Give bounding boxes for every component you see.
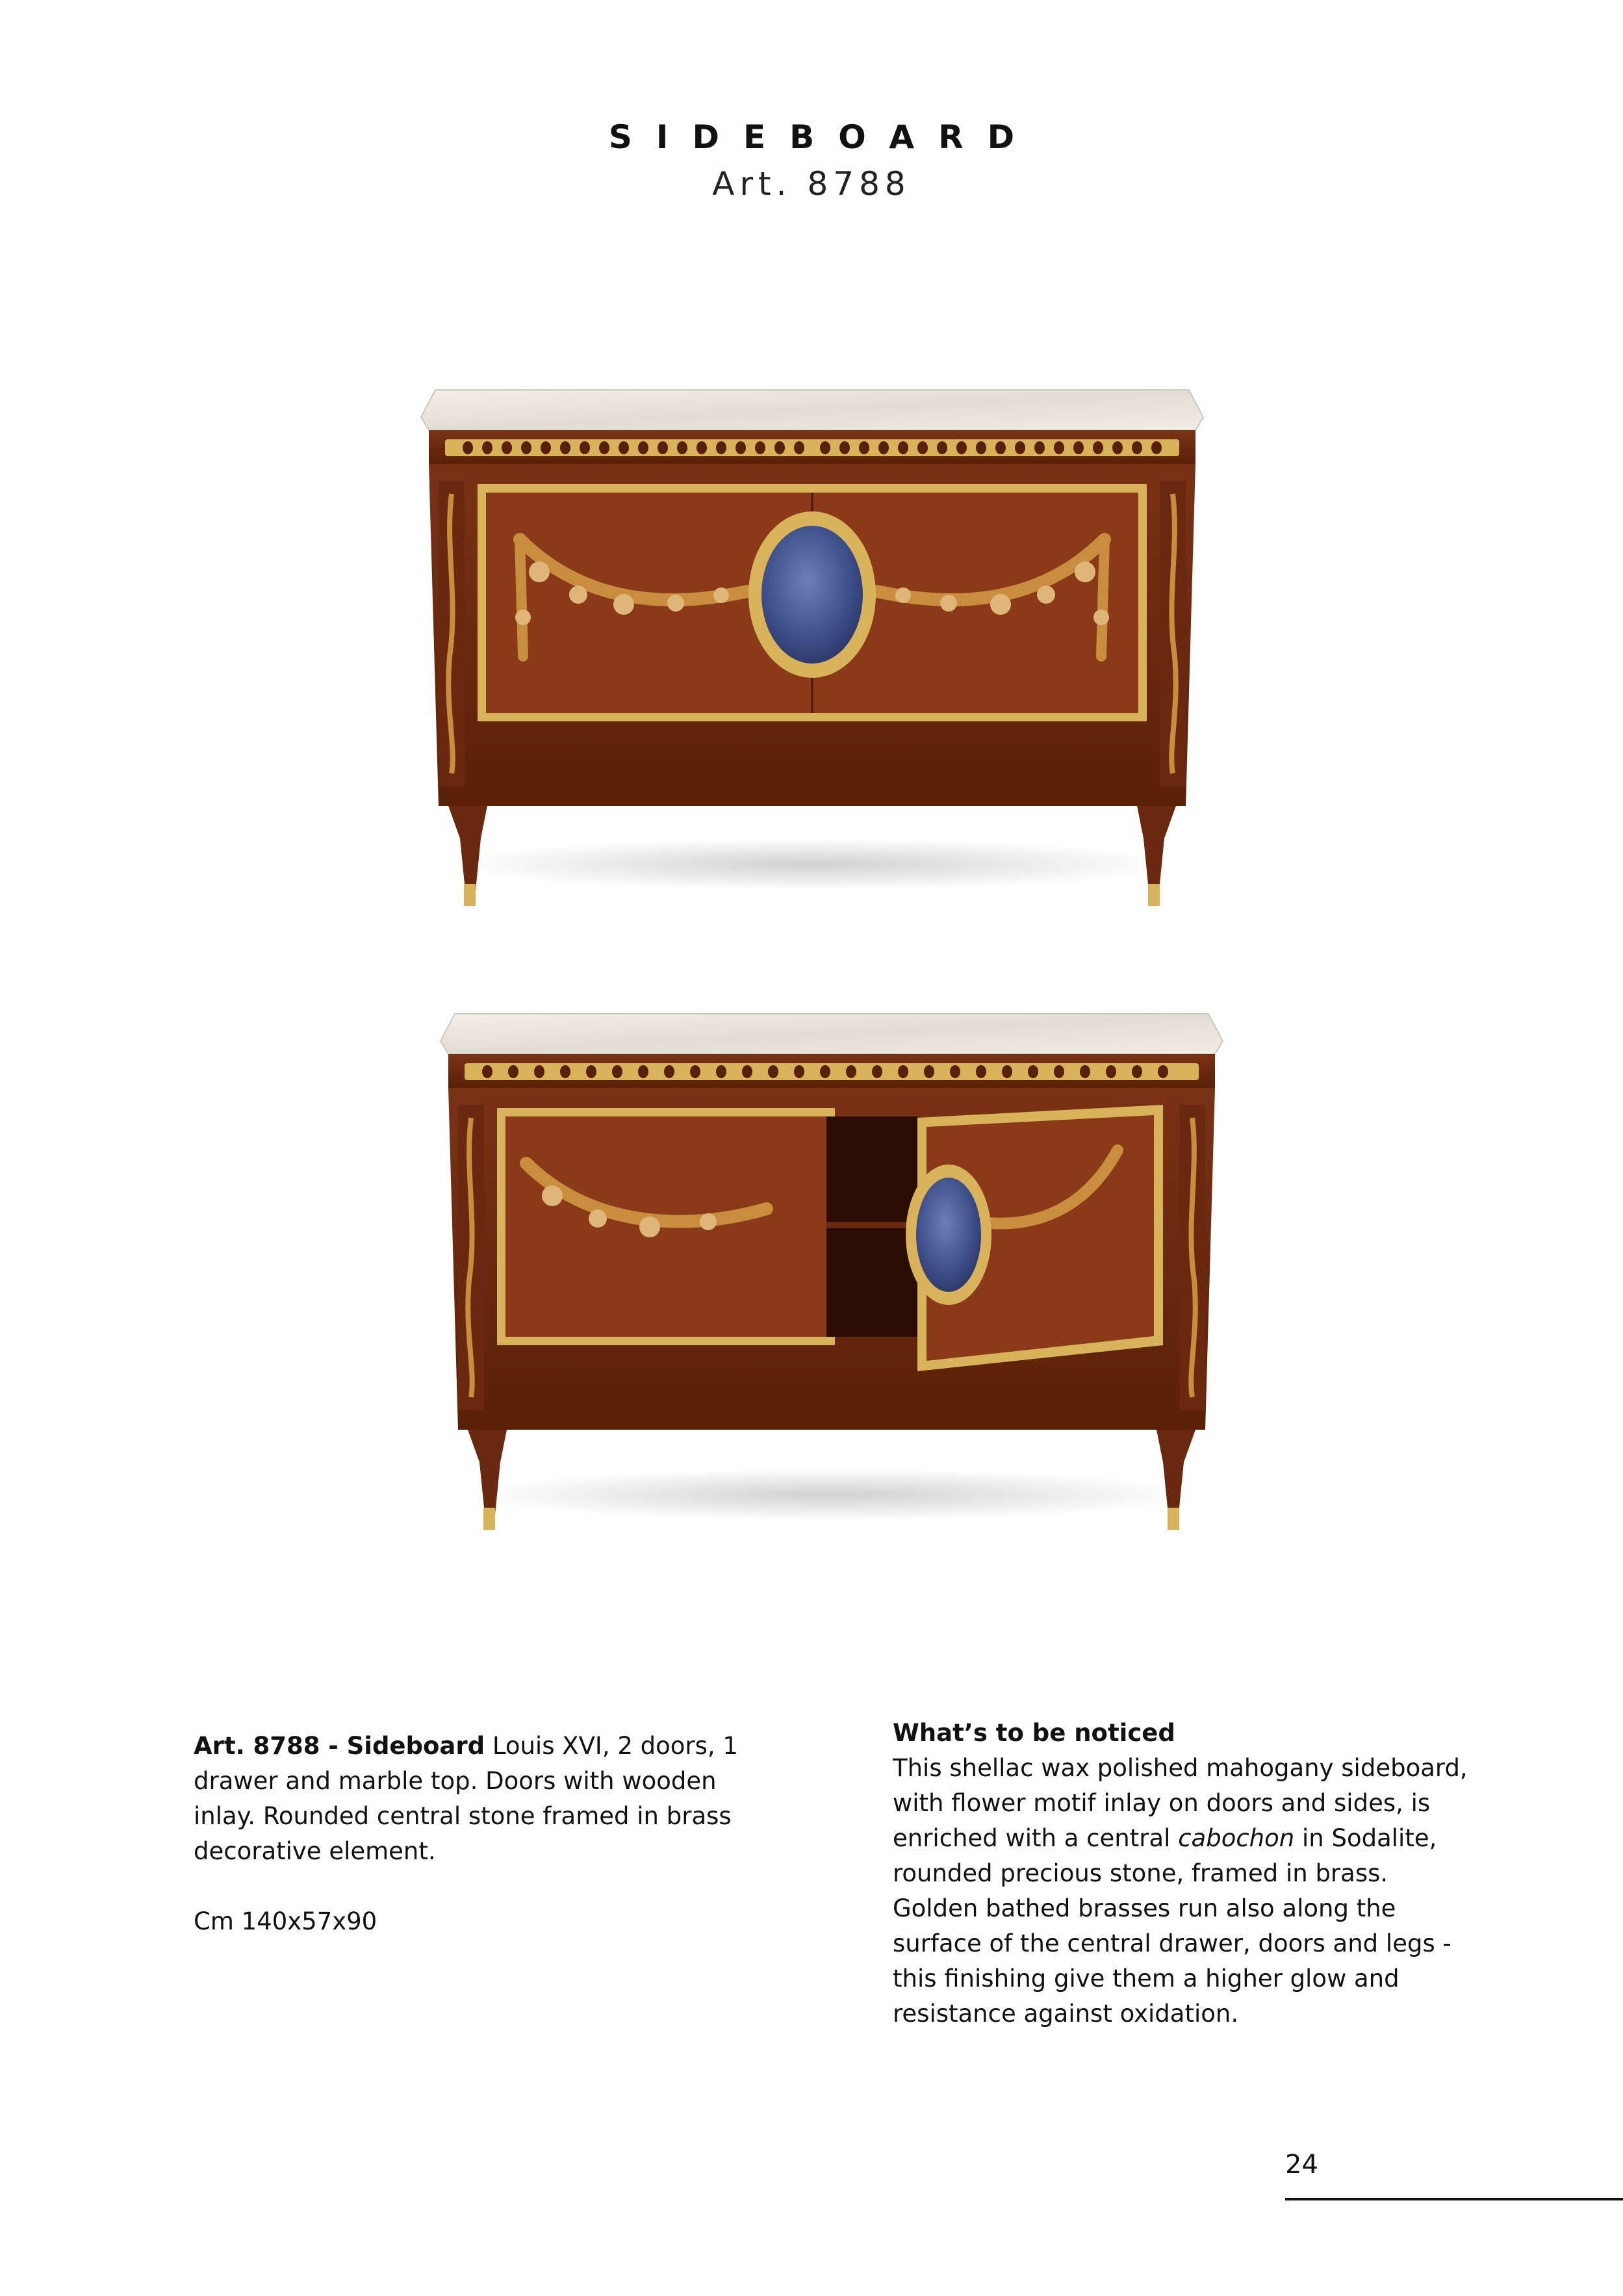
product-description (194, 1729, 765, 1939)
notice-section (893, 1716, 1477, 2032)
notice-heading: What’s to be noticed (893, 1719, 1175, 1747)
dimensions: Cm 140x57x90 (194, 1907, 377, 1935)
notice-text-before: This shellac wax polished mahogany sideboard, with flower motif inlay on doors and sides, is enriched with a central (893, 1754, 1468, 1852)
description-art-number: Art. 8788 - (194, 1732, 347, 1760)
description-text: Louis XVI, 2 doors, 1 drawer and marble top. Doors with wooden inlay. Rounded central stone framed in brass decorative element. (194, 1732, 738, 1865)
sideboard-open-illustration (429, 1007, 1234, 1547)
sideboard-closed-photo (409, 383, 1215, 916)
page-number: 24 (1285, 2150, 1318, 2180)
notice-paragraph (893, 1751, 1477, 2032)
notice-text-after: in Sodalite, rounded precious stone, framed in brass. Golden bathed brasses run also along the surface of the central drawer, doors and legs - this finishing give them a higher glow and resistance against oxidation. (893, 1824, 1451, 2028)
page-number-rule (1285, 2198, 1623, 2200)
description-paragraph (194, 1729, 765, 1869)
description-product-name: Sideboard (346, 1732, 485, 1760)
article-number: Art. 8788 (712, 165, 911, 203)
page-title: SIDEBOARD (608, 118, 1039, 156)
sideboard-closed-illustration (409, 383, 1215, 916)
notice-italic-word: cabochon (1178, 1824, 1295, 1852)
sideboard-open-photo (429, 1007, 1234, 1547)
